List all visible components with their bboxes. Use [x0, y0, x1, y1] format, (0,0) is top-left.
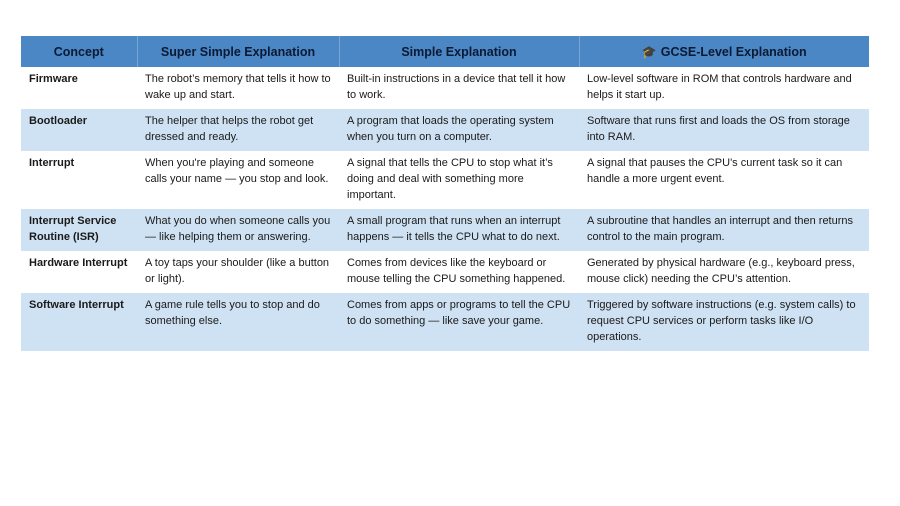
- cell-simple: A small program that runs when an interrupt happens — it tells the CPU what to do next.: [339, 209, 579, 251]
- cell-super-simple: The helper that helps the robot get dressed and ready.: [137, 109, 339, 151]
- cell-super-simple: A game rule tells you to stop and do something else.: [137, 293, 339, 351]
- graduation-cap-icon: 🎓: [641, 44, 657, 59]
- explanation-table-container: [21, 36, 869, 351]
- header-gcse: [579, 36, 869, 67]
- cell-gcse: Triggered by software instructions (e.g. system calls) to request CPU services or perform tasks like I/O operations.: [579, 293, 869, 351]
- cell-gcse: Software that runs first and loads the OS from storage into RAM.: [579, 109, 869, 151]
- table-body: [21, 67, 869, 351]
- header-row: [21, 36, 869, 67]
- cell-gcse: A signal that pauses the CPU's current task so it can handle a more urgent event.: [579, 151, 869, 209]
- table-row: [21, 67, 869, 109]
- table-row: [21, 251, 869, 293]
- cell-super-simple: The robot’s memory that tells it how to wake up and start.: [137, 67, 339, 109]
- cell-simple: A program that loads the operating system when you turn on a computer.: [339, 109, 579, 151]
- table-row: [21, 209, 869, 251]
- header-concept: Concept: [21, 36, 137, 67]
- cell-gcse: Low-level software in ROM that controls hardware and helps it start up.: [579, 67, 869, 109]
- cell-simple: Built-in instructions in a device that tell it how to work.: [339, 67, 579, 109]
- cell-concept: Software Interrupt: [21, 293, 137, 351]
- explanation-table: [21, 36, 869, 351]
- cell-concept: Firmware: [21, 67, 137, 109]
- cell-concept: Interrupt: [21, 151, 137, 209]
- cell-gcse: Generated by physical hardware (e.g., keyboard press, mouse click) needing the CPU’s attention.: [579, 251, 869, 293]
- table-header: [21, 36, 869, 67]
- table-row: [21, 151, 869, 209]
- cell-super-simple: A toy taps your shoulder (like a button or light).: [137, 251, 339, 293]
- cell-gcse: A subroutine that handles an interrupt and then returns control to the main program.: [579, 209, 869, 251]
- cell-super-simple: When you're playing and someone calls your name — you stop and look.: [137, 151, 339, 209]
- header-simple: Simple Explanation: [339, 36, 579, 67]
- header-gcse-label: GCSE-Level Explanation: [660, 44, 807, 59]
- cell-concept: Hardware Interrupt: [21, 251, 137, 293]
- cell-simple: Comes from apps or programs to tell the CPU to do something — like save your game.: [339, 293, 579, 351]
- table-row: [21, 109, 869, 151]
- header-super-simple: Super Simple Explanation: [137, 36, 339, 67]
- cell-simple: A signal that tells the CPU to stop what it’s doing and deal with something more important.: [339, 151, 579, 209]
- cell-simple: Comes from devices like the keyboard or mouse telling the CPU something happened.: [339, 251, 579, 293]
- cell-super-simple: What you do when someone calls you — like helping them or answering.: [137, 209, 339, 251]
- cell-concept: Bootloader: [21, 109, 137, 151]
- cell-concept: Interrupt Service Routine (ISR): [21, 209, 137, 251]
- table-row: [21, 293, 869, 351]
